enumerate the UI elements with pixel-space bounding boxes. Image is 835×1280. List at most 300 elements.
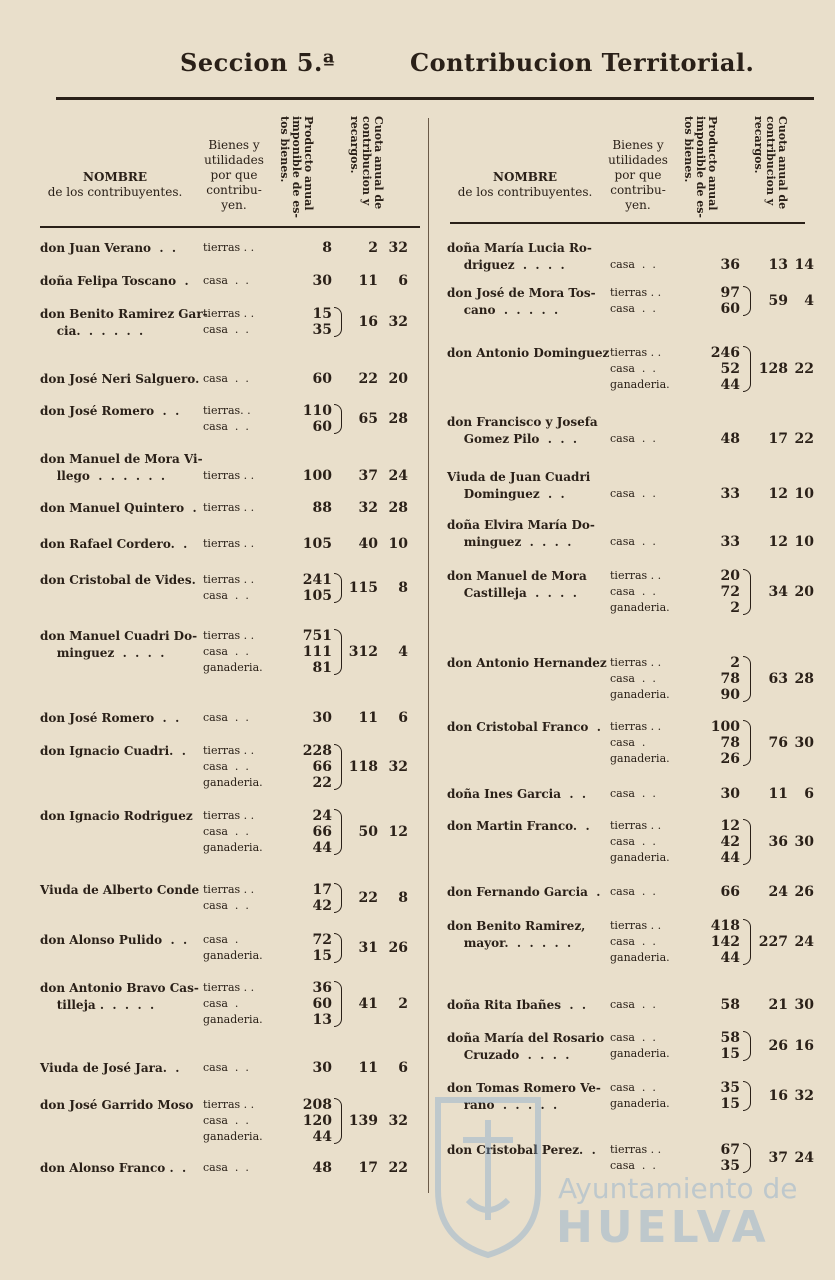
goods-item: casa . . bbox=[610, 362, 656, 375]
contributor-name: doña Elvira María Do- bbox=[447, 518, 595, 532]
goods-item: casa . . bbox=[203, 420, 249, 433]
cuota-maravedis: 22 bbox=[794, 431, 814, 447]
goods-list bbox=[203, 1097, 263, 1145]
product-value: 15 bbox=[720, 1046, 740, 1062]
cuota-maravedis: 8 bbox=[398, 890, 408, 906]
header-nombre-right bbox=[440, 170, 610, 200]
header-bienes-right bbox=[602, 138, 674, 213]
cuota-maravedis: 12 bbox=[388, 824, 408, 840]
contributor-name: doña María Lucia Ro- bbox=[447, 241, 592, 255]
contributor-name: don José de Mora Tos- bbox=[447, 286, 596, 300]
product-value: 97 bbox=[720, 285, 740, 301]
product-value: 72 bbox=[720, 584, 740, 600]
nombre-heading: NOMBRE bbox=[493, 170, 557, 184]
product-value: 78 bbox=[720, 735, 740, 751]
goods-item: ganaderia. bbox=[610, 851, 670, 864]
cuota-maravedis: 10 bbox=[794, 486, 814, 502]
goods-item: tierras . . bbox=[203, 537, 255, 550]
product-values bbox=[690, 719, 740, 767]
goods-list bbox=[610, 786, 656, 802]
cuota-maravedis: 28 bbox=[794, 671, 814, 687]
goods-item: ganaderia. bbox=[203, 1130, 263, 1143]
goods-list bbox=[203, 980, 263, 1028]
contributor-name: doña Rita Ibañes . . bbox=[447, 998, 587, 1012]
contributor-name: don Tomas Romero Ve- bbox=[447, 1081, 601, 1095]
cuota-maravedis: 10 bbox=[388, 536, 408, 552]
cuota-pesetas: 227 bbox=[758, 934, 788, 950]
product-value: 24 bbox=[312, 808, 332, 824]
product-values bbox=[690, 257, 740, 273]
product-value: 44 bbox=[312, 1129, 332, 1145]
cuota-maravedis: 6 bbox=[398, 710, 408, 726]
product-value: 246 bbox=[710, 345, 740, 361]
contributor-name: Gomez Pilo . . . bbox=[447, 432, 578, 446]
goods-item: tierras . . bbox=[203, 573, 255, 586]
goods-item: tierras . . bbox=[203, 629, 255, 642]
goods-item: ganaderia. bbox=[610, 1097, 670, 1110]
product-value: 15 bbox=[720, 1096, 740, 1112]
cuota-maravedis: 26 bbox=[794, 884, 814, 900]
cuota-maravedis: 14 bbox=[794, 257, 814, 273]
product-values bbox=[282, 628, 332, 676]
cuota-pesetas: 2 bbox=[368, 240, 378, 256]
goods-item: casa . . bbox=[203, 372, 249, 385]
cuota-maravedis: 24 bbox=[388, 468, 408, 484]
product-value: 44 bbox=[720, 950, 740, 966]
cuota-maravedis: 22 bbox=[794, 361, 814, 377]
product-values bbox=[282, 371, 332, 387]
cuota-pesetas: 63 bbox=[768, 671, 788, 687]
contributor-name: don Manuel Cuadri Do- bbox=[40, 629, 198, 643]
product-values bbox=[282, 468, 332, 484]
goods-item: tierras . . bbox=[610, 346, 662, 359]
bienes-line: yen. bbox=[221, 198, 247, 212]
goods-item: tierras . . bbox=[610, 819, 662, 832]
product-values bbox=[282, 572, 332, 604]
product-value: 228 bbox=[302, 743, 332, 759]
cuota-maravedis: 26 bbox=[388, 940, 408, 956]
contributor-name: don José Neri Salguero. bbox=[40, 372, 200, 386]
product-value: 48 bbox=[720, 431, 740, 447]
goods-item: casa . . bbox=[610, 535, 656, 548]
product-values bbox=[282, 882, 332, 914]
goods-item: casa . . bbox=[203, 711, 249, 724]
cuota-maravedis: 8 bbox=[398, 580, 408, 596]
product-value: 15 bbox=[312, 306, 332, 322]
cuota-pesetas: 26 bbox=[768, 1038, 788, 1054]
goods-item: casa . . bbox=[203, 274, 249, 287]
goods-item: ganaderia. bbox=[203, 776, 263, 789]
goods-list bbox=[610, 285, 661, 317]
product-value: 60 bbox=[312, 996, 332, 1012]
cuota-maravedis: 2 bbox=[398, 996, 408, 1012]
product-value: 48 bbox=[312, 1160, 332, 1176]
product-values bbox=[690, 486, 740, 502]
goods-item: ganaderia. bbox=[610, 601, 670, 614]
product-values bbox=[690, 1030, 740, 1062]
contributor-name: don Rafael Cordero. . bbox=[40, 537, 188, 551]
contributor-name: Castilleja . . . . bbox=[447, 586, 577, 600]
cuota-pesetas: 16 bbox=[768, 1088, 788, 1104]
product-value: 44 bbox=[720, 377, 740, 393]
goods-item: ganaderia. bbox=[203, 949, 263, 962]
contributor-name: doña Ines Garcia . . bbox=[447, 787, 587, 801]
cuota-maravedis: 30 bbox=[794, 997, 814, 1013]
cuota-pesetas: 34 bbox=[768, 584, 788, 600]
product-value: 20 bbox=[720, 568, 740, 584]
goods-list bbox=[203, 536, 254, 552]
goods-item: casa . . bbox=[610, 1159, 656, 1172]
goods-item: casa . . bbox=[203, 825, 249, 838]
cuota-pesetas: 37 bbox=[358, 468, 378, 484]
cuota-maravedis: 30 bbox=[794, 735, 814, 751]
product-value: 26 bbox=[720, 751, 740, 767]
product-value: 42 bbox=[720, 834, 740, 850]
cuota-pesetas: 13 bbox=[768, 257, 788, 273]
contributor-name: minguez . . . . bbox=[40, 646, 165, 660]
goods-item: casa . . bbox=[203, 645, 249, 658]
product-value: 2 bbox=[730, 600, 740, 616]
goods-list bbox=[203, 1160, 249, 1176]
product-values bbox=[282, 1160, 332, 1176]
product-value: 44 bbox=[312, 840, 332, 856]
goods-item: casa . . bbox=[610, 302, 656, 315]
product-value: 110 bbox=[302, 403, 332, 419]
goods-item: tierras . . bbox=[203, 307, 255, 320]
goods-item: ganaderia. bbox=[610, 1047, 670, 1060]
goods-item: casa . . bbox=[203, 589, 249, 602]
product-value: 52 bbox=[720, 361, 740, 377]
product-values bbox=[690, 345, 740, 393]
product-value: 60 bbox=[312, 419, 332, 435]
cuota-maravedis: 20 bbox=[794, 584, 814, 600]
product-values bbox=[282, 1060, 332, 1076]
cuota-maravedis: 24 bbox=[794, 934, 814, 950]
goods-item: casa . . bbox=[610, 1031, 656, 1044]
contributor-name: don Fernando Garcia . bbox=[447, 885, 601, 899]
product-value: 33 bbox=[720, 486, 740, 502]
shield-icon bbox=[428, 1080, 548, 1260]
product-values bbox=[282, 273, 332, 289]
cuota-pesetas: 22 bbox=[358, 371, 378, 387]
goods-item: casa . . bbox=[203, 1061, 249, 1074]
product-values bbox=[282, 710, 332, 726]
cuota-pesetas: 118 bbox=[348, 759, 378, 775]
goods-list bbox=[610, 997, 656, 1013]
goods-item: ganaderia. bbox=[203, 841, 263, 854]
cuota-pesetas: 11 bbox=[358, 1060, 378, 1076]
goods-item: casa . bbox=[203, 997, 239, 1010]
product-values bbox=[282, 932, 332, 964]
contributor-name: minguez . . . . bbox=[447, 535, 572, 549]
header-cuota-left: Cuota anual de contribucion y recargos. bbox=[348, 116, 385, 210]
product-values bbox=[690, 786, 740, 802]
contributor-name: llego . . . . . . bbox=[40, 469, 166, 483]
product-value: 58 bbox=[720, 1030, 740, 1046]
cuota-pesetas: 21 bbox=[768, 997, 788, 1013]
contributor-name: don Cristobal de Vides. bbox=[40, 573, 196, 587]
goods-list bbox=[203, 572, 254, 604]
bienes-line: Bienes y bbox=[612, 138, 664, 152]
cuota-pesetas: 312 bbox=[348, 644, 378, 660]
goods-item: tierras . . bbox=[203, 744, 255, 757]
goods-item: casa . bbox=[203, 933, 239, 946]
cuota-pesetas: 36 bbox=[768, 834, 788, 850]
product-values bbox=[282, 536, 332, 552]
goods-item: casa . . bbox=[610, 432, 656, 445]
goods-item: tierras . . bbox=[610, 569, 662, 582]
page-title: Contribucion Territorial. bbox=[410, 48, 755, 77]
product-value: 42 bbox=[312, 898, 332, 914]
product-value: 751 bbox=[302, 628, 332, 644]
goods-list bbox=[203, 743, 263, 791]
contributor-name: cia. . . . . . bbox=[40, 324, 144, 338]
product-values bbox=[282, 403, 332, 435]
cuota-pesetas: 59 bbox=[768, 293, 788, 309]
cuota-pesetas: 22 bbox=[358, 890, 378, 906]
cuota-maravedis: 32 bbox=[794, 1088, 814, 1104]
product-value: 30 bbox=[720, 786, 740, 802]
cuota-pesetas: 11 bbox=[358, 710, 378, 726]
contributor-name: don Juan Verano . . bbox=[40, 241, 177, 255]
product-values bbox=[282, 306, 332, 338]
cuota-maravedis: 28 bbox=[388, 411, 408, 427]
goods-list bbox=[610, 568, 670, 616]
contributor-name: tilleja . . . . . bbox=[40, 998, 155, 1012]
product-value: 12 bbox=[720, 818, 740, 834]
goods-item: tierras . . bbox=[610, 286, 662, 299]
goods-list bbox=[610, 918, 670, 966]
nombre-subheading: de los contribuyentes. bbox=[47, 185, 183, 199]
product-value: 67 bbox=[720, 1142, 740, 1158]
product-value: 81 bbox=[312, 660, 332, 676]
goods-item: tierras . . bbox=[203, 981, 255, 994]
product-value: 60 bbox=[720, 301, 740, 317]
product-value: 30 bbox=[312, 1060, 332, 1076]
product-values bbox=[282, 743, 332, 791]
contributor-name: don Benito Ramirez, bbox=[447, 919, 586, 933]
product-value: 60 bbox=[312, 371, 332, 387]
product-value: 35 bbox=[720, 1080, 740, 1096]
contributor-name: don Alonso Franco . . bbox=[40, 1161, 187, 1175]
cuota-pesetas: 12 bbox=[768, 486, 788, 502]
product-values bbox=[282, 240, 332, 256]
cuota-pesetas: 115 bbox=[348, 580, 378, 596]
product-values bbox=[690, 818, 740, 866]
cuota-maravedis: 24 bbox=[794, 1150, 814, 1166]
goods-list bbox=[610, 534, 656, 550]
product-values bbox=[690, 568, 740, 616]
cuota-pesetas: 32 bbox=[358, 500, 378, 516]
cuota-maravedis: 32 bbox=[388, 759, 408, 775]
goods-list bbox=[203, 306, 254, 338]
watermark-line2: HUELVA bbox=[556, 1202, 770, 1253]
contributor-name: Dominguez . . bbox=[447, 487, 565, 501]
product-values bbox=[282, 1097, 332, 1145]
cuota-maravedis: 10 bbox=[794, 534, 814, 550]
goods-list bbox=[203, 403, 251, 435]
contributor-name: rano . . . . . bbox=[447, 1098, 558, 1112]
product-value: 17 bbox=[312, 882, 332, 898]
contributor-name: don Ignacio Cuadri. . bbox=[40, 744, 186, 758]
cuota-pesetas: 65 bbox=[358, 411, 378, 427]
goods-item: ganaderia. bbox=[203, 661, 263, 674]
goods-list bbox=[203, 468, 254, 484]
goods-item: tierras . . bbox=[610, 720, 662, 733]
bienes-line: yen. bbox=[625, 198, 651, 212]
contributor-name: don Francisco y Josefa bbox=[447, 415, 598, 429]
contributor-name: don José Garrido Moso bbox=[40, 1098, 194, 1112]
goods-item: casa . . bbox=[610, 487, 656, 500]
goods-item: casa . . bbox=[203, 1161, 249, 1174]
contributor-name: don Antonio Bravo Cas- bbox=[40, 981, 199, 995]
product-value: 22 bbox=[312, 775, 332, 791]
goods-item: tierras . . bbox=[610, 1143, 662, 1156]
product-value: 100 bbox=[710, 719, 740, 735]
cuota-maravedis: 28 bbox=[388, 500, 408, 516]
header-rule-left bbox=[40, 226, 420, 228]
contributor-name: don Cristobal Franco . bbox=[447, 720, 601, 734]
cuota-maravedis: 6 bbox=[398, 1060, 408, 1076]
product-value: 241 bbox=[302, 572, 332, 588]
cuota-pesetas: 76 bbox=[768, 735, 788, 751]
contributor-name: don José Romero . . bbox=[40, 711, 180, 725]
goods-list bbox=[610, 655, 670, 703]
goods-item: casa . . bbox=[203, 760, 249, 773]
goods-item: casa . . bbox=[610, 885, 656, 898]
goods-item: casa . . bbox=[203, 899, 249, 912]
product-value: 8 bbox=[322, 240, 332, 256]
goods-item: casa . . bbox=[610, 935, 656, 948]
bienes-line: contribu- bbox=[610, 183, 666, 197]
contributor-name: don Ignacio Rodriguez bbox=[40, 809, 193, 823]
goods-list bbox=[203, 500, 254, 516]
product-value: 44 bbox=[720, 850, 740, 866]
cuota-maravedis: 22 bbox=[388, 1160, 408, 1176]
goods-item: tierras . . bbox=[610, 656, 662, 669]
product-value: 78 bbox=[720, 671, 740, 687]
product-values bbox=[690, 285, 740, 317]
contributor-name: don Manuel Quintero . bbox=[40, 501, 197, 515]
goods-list bbox=[203, 882, 254, 914]
goods-item: ganaderia. bbox=[610, 951, 670, 964]
contributor-name: don Cristobal Perez. . bbox=[447, 1143, 596, 1157]
bienes-line: por que bbox=[210, 168, 258, 182]
contributor-name: don Manuel de Mora bbox=[447, 569, 587, 583]
product-value: 35 bbox=[312, 322, 332, 338]
header-rule-right bbox=[450, 222, 805, 224]
cuota-pesetas: 24 bbox=[768, 884, 788, 900]
header-cuota-right: Cuota anual de contribucion y recargos. bbox=[752, 116, 789, 210]
goods-item: ganaderia. bbox=[610, 378, 670, 391]
product-value: 35 bbox=[720, 1158, 740, 1174]
goods-item: tierras. . bbox=[203, 404, 251, 417]
product-values bbox=[282, 980, 332, 1028]
contributor-name: cano . . . . . bbox=[447, 303, 559, 317]
nombre-subheading: de los contribuyentes. bbox=[457, 185, 593, 199]
goods-list bbox=[610, 818, 670, 866]
product-value: 30 bbox=[312, 710, 332, 726]
goods-item: ganaderia. bbox=[203, 1013, 263, 1026]
cuota-pesetas: 12 bbox=[768, 534, 788, 550]
cuota-maravedis: 16 bbox=[794, 1038, 814, 1054]
goods-list bbox=[203, 273, 249, 289]
goods-item: casa . . bbox=[203, 1114, 249, 1127]
cuota-pesetas: 11 bbox=[768, 786, 788, 802]
cuota-maravedis: 32 bbox=[388, 1113, 408, 1129]
contributor-name: doña María del Rosario bbox=[447, 1031, 605, 1045]
goods-list bbox=[203, 371, 249, 387]
goods-list bbox=[610, 719, 670, 767]
cuota-pesetas: 37 bbox=[768, 1150, 788, 1166]
product-values bbox=[690, 655, 740, 703]
product-value: 105 bbox=[302, 588, 332, 604]
contributor-name: don Benito Ramirez Gar- bbox=[40, 307, 208, 321]
contributor-name: mayor. . . . . . bbox=[447, 936, 572, 950]
product-value: 90 bbox=[720, 687, 740, 703]
product-value: 15 bbox=[312, 948, 332, 964]
contributor-name: don José Romero . . bbox=[40, 404, 180, 418]
contributor-name: don Antonio Dominguez bbox=[447, 346, 610, 360]
product-value: 142 bbox=[710, 934, 740, 950]
goods-item: tierras . . bbox=[203, 241, 255, 254]
product-value: 66 bbox=[720, 884, 740, 900]
goods-item: tierras . . bbox=[203, 501, 255, 514]
cuota-maravedis: 6 bbox=[804, 786, 814, 802]
goods-item: ganaderia. bbox=[610, 688, 670, 701]
goods-item: casa . . bbox=[203, 323, 249, 336]
goods-item: tierras . . bbox=[203, 1098, 255, 1111]
cuota-pesetas: 17 bbox=[358, 1160, 378, 1176]
goods-item: tierras . . bbox=[203, 883, 255, 896]
bienes-line: por que bbox=[614, 168, 662, 182]
top-rule bbox=[56, 97, 814, 100]
product-value: 208 bbox=[302, 1097, 332, 1113]
product-value: 72 bbox=[312, 932, 332, 948]
goods-list bbox=[203, 932, 263, 964]
cuota-maravedis: 20 bbox=[388, 371, 408, 387]
product-value: 418 bbox=[710, 918, 740, 934]
header-nombre-left bbox=[30, 170, 200, 200]
bienes-line: utilidades bbox=[608, 153, 668, 167]
contributor-name: driguez . . . . bbox=[447, 258, 565, 272]
cuota-pesetas: 11 bbox=[358, 273, 378, 289]
goods-list bbox=[610, 257, 656, 273]
cuota-pesetas: 128 bbox=[758, 361, 788, 377]
product-values bbox=[282, 808, 332, 856]
header-producto-right: Producto anual imponible de es- tos bienes. bbox=[682, 116, 719, 218]
goods-item: tierras . . bbox=[203, 809, 255, 822]
product-values bbox=[282, 500, 332, 516]
contributor-name: Viuda de Alberto Conde bbox=[40, 883, 200, 897]
product-values bbox=[690, 431, 740, 447]
product-value: 36 bbox=[312, 980, 332, 996]
goods-item: casa . . bbox=[610, 1081, 656, 1094]
goods-list bbox=[610, 345, 670, 393]
bienes-line: utilidades bbox=[204, 153, 264, 167]
cuota-maravedis: 4 bbox=[398, 644, 408, 660]
goods-list bbox=[610, 486, 656, 502]
cuota-pesetas: 50 bbox=[358, 824, 378, 840]
product-values bbox=[690, 918, 740, 966]
product-values bbox=[690, 884, 740, 900]
product-value: 36 bbox=[720, 257, 740, 273]
goods-item: casa . . bbox=[610, 835, 656, 848]
cuota-pesetas: 41 bbox=[358, 996, 378, 1012]
cuota-pesetas: 16 bbox=[358, 314, 378, 330]
goods-list bbox=[203, 628, 263, 676]
goods-list bbox=[203, 1060, 249, 1076]
